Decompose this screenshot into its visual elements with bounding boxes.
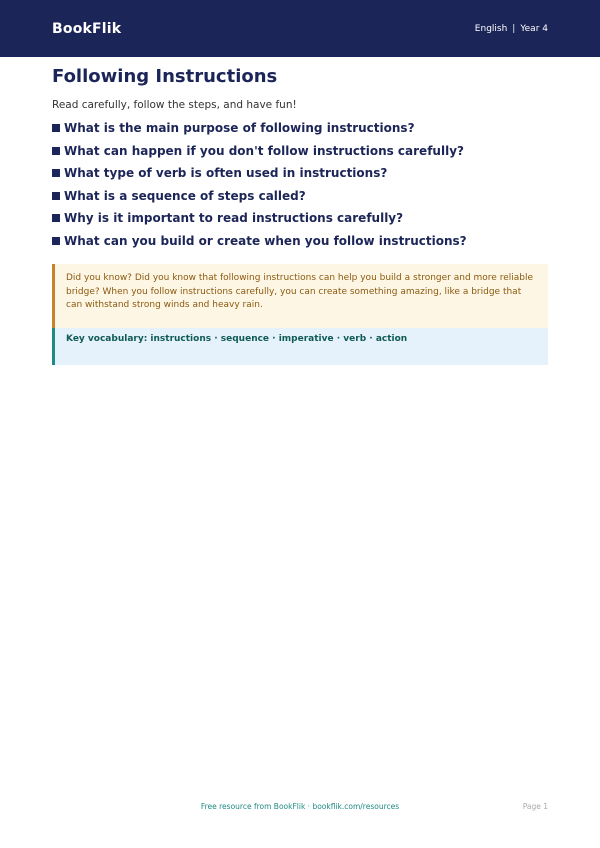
question-text: What is the main purpose of following instructions? bbox=[64, 121, 415, 136]
did-you-know-callout: Did you know? Did you know that following instructions can help you build a stronger and more reliable bridge? When you follow instructions carefully, you can create something amazing, like a bridge that can withstand strong winds and heavy rain. bbox=[52, 264, 548, 328]
question-text: What can you build or create when you follow instructions? bbox=[64, 233, 467, 248]
page-subtitle: Read carefully, follow the steps, and have fun! bbox=[52, 99, 297, 111]
question-list bbox=[52, 117, 548, 252]
question-item bbox=[52, 207, 548, 230]
page-title: Following Instructions bbox=[52, 66, 278, 87]
square-bullet-icon bbox=[52, 169, 60, 177]
square-bullet-icon bbox=[52, 192, 60, 200]
question-item bbox=[52, 185, 548, 208]
question-text: Why is it important to read instructions carefully? bbox=[64, 211, 404, 226]
question-text: What can happen if you don't follow instructions carefully? bbox=[64, 143, 464, 158]
subject-label: English bbox=[474, 23, 508, 34]
square-bullet-icon bbox=[52, 124, 60, 132]
square-bullet-icon bbox=[52, 147, 60, 155]
main-content bbox=[0, 67, 600, 365]
question-item bbox=[52, 162, 548, 185]
footer-resource-link[interactable]: Free resource from BookFlik · bookflik.com/resources bbox=[200, 802, 400, 811]
square-bullet-icon bbox=[52, 214, 60, 222]
page-footer bbox=[52, 802, 548, 814]
header-meta bbox=[475, 24, 548, 34]
question-item bbox=[52, 140, 548, 163]
question-text: What type of verb is often used in instructions? bbox=[64, 166, 388, 181]
square-bullet-icon bbox=[52, 237, 60, 245]
brand-logo-text[interactable]: BookFlik bbox=[52, 20, 122, 37]
question-text: What is a sequence of steps called? bbox=[64, 188, 306, 203]
page-number: Page 1 bbox=[522, 802, 548, 811]
page-header bbox=[0, 0, 600, 57]
year-label: Year 4 bbox=[520, 23, 548, 34]
question-item bbox=[52, 117, 548, 140]
question-item bbox=[52, 230, 548, 253]
meta-separator: | bbox=[512, 23, 516, 34]
key-vocabulary-callout: Key vocabulary: instructions · sequence · imperative · verb · action bbox=[52, 328, 548, 365]
